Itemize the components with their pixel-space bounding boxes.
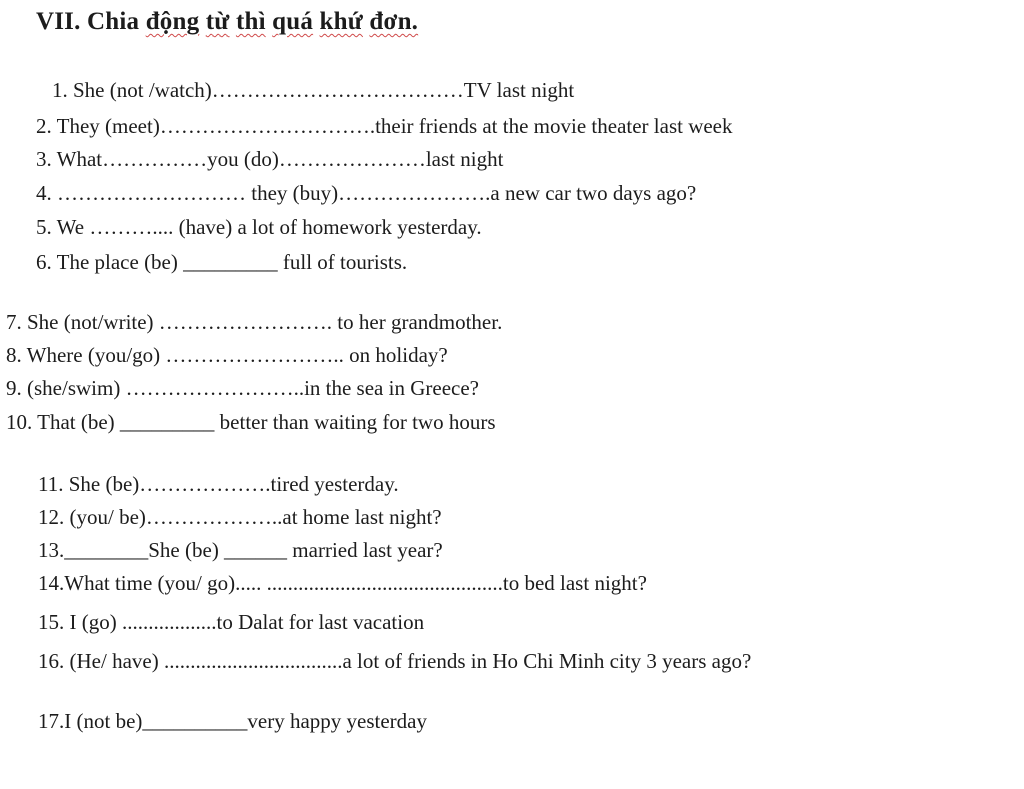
exercise-line-2: 2. They (meet)………………………….their friends at the movie theater last week	[36, 114, 733, 138]
title-word-thi: thì	[235, 8, 266, 35]
exercise-line-16: 16. (He/ have) ..................................a lot of friends in Ho Chi Minh city 3 years ago?	[38, 649, 752, 673]
exercise-line-15: 15. I (go) ..................to Dalat for last vacation	[38, 610, 425, 634]
exercise-line-1: 1. She (not /watch)………………………………TV last night	[52, 78, 575, 102]
title-word-khu: khứ	[319, 8, 363, 35]
exercise-line-4: 4. ……………………… they (buy)………………….a new car two days ago?	[36, 181, 697, 205]
title-prefix: VII.	[36, 8, 88, 35]
exercise-line-9: 9. (she/swim) ……………………..in the sea in Greece?	[6, 376, 479, 400]
title-word-qua: quá	[272, 8, 314, 35]
exercise-line-13: 13.________She (be) ______ married last year?	[38, 538, 443, 562]
exercise-title	[36, 8, 418, 36]
exercise-line-12: 12. (you/ be)………………..at home last night?	[38, 505, 442, 529]
exercise-line-5: 5. We ……….... (have) a lot of homework yesterday.	[36, 215, 482, 239]
title-word-tu: từ	[205, 8, 230, 35]
exercise-line-14: 14.What time (you/ go)..... .............................................to bed last night?	[38, 571, 647, 595]
exercise-line-11: 11. She (be)……………….tired yesterday.	[38, 472, 399, 496]
exercise-line-8: 8. Where (you/go) …………………….. on holiday?	[6, 343, 448, 367]
exercise-line-3: 3. What……………you (do)…………………last night	[36, 147, 504, 171]
title-word-don: đơn.	[369, 8, 419, 35]
exercise-line-7: 7. She (not/write) ……………………. to her grandmother.	[6, 310, 503, 334]
exercise-line-6: 6. The place (be) _________ full of tourists.	[36, 250, 408, 274]
exercise-line-10: 10. That (be) _________ better than waiting for two hours	[6, 410, 496, 434]
title-word-chia: Chia	[87, 8, 140, 35]
exercise-line-17: 17.I (not be)__________very happy yesterday	[38, 709, 427, 733]
title-word-dong: động	[145, 8, 200, 35]
